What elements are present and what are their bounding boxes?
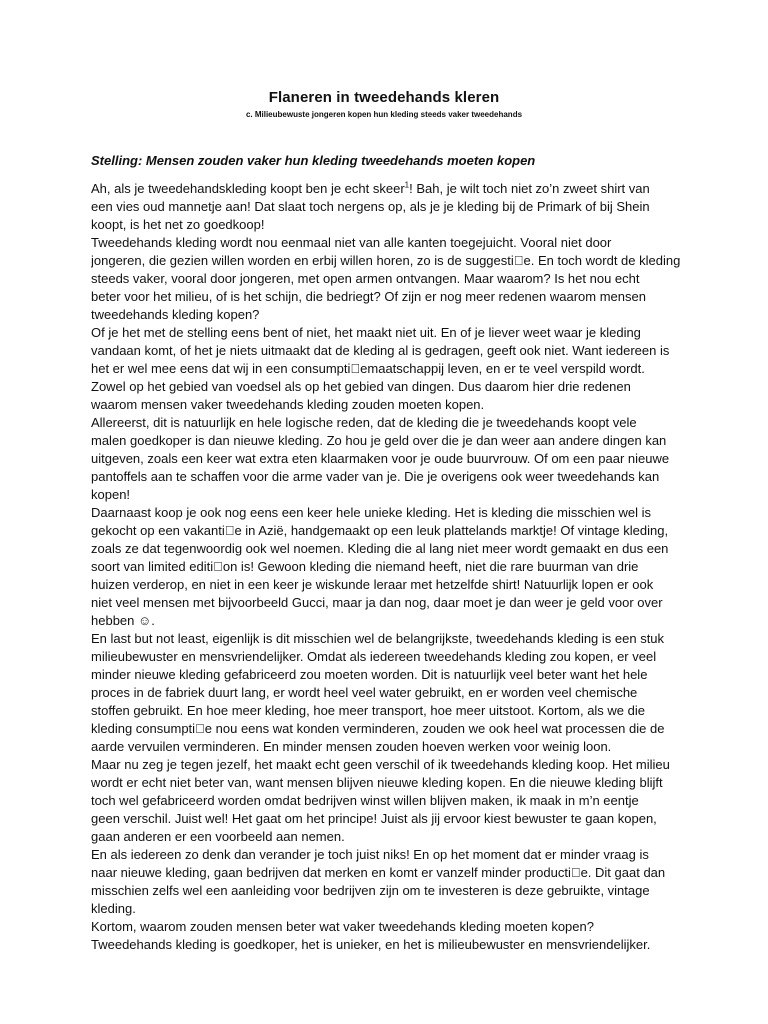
- body-line: steeds vaker, vooral door jongeren, met open armen ontvangen. Maar waarom? Is het nou echt: [91, 271, 640, 286]
- body-line: Tweedehands kleding is goedkoper, het is unieker, en het is milieubewuster en mensvriendelijker.: [91, 937, 651, 952]
- body-line: Allereerst, dit is natuurlijk en hele logische reden, dat de kleding die je tweedehands koopt vele: [91, 415, 637, 430]
- body-line: het er wel mee eens dat wij in een consumpti emaatschappij leven, en er te veel verspild wordt.: [91, 361, 645, 376]
- body-line: Of je het met de stelling eens bent of niet, het maakt niet uit. En of je liever weet waar je kleding: [91, 325, 641, 340]
- body-line: huizen verderop, en niet in een keer je wiskunde leraar met hetzelfde shirt! Natuurlijk lopen er ook: [91, 577, 654, 592]
- body-line: toch wel gefabriceerd worden omdat bedrijven winst willen blijven maken, ik maak in m’n eentje: [91, 793, 639, 808]
- body-line: waarom mensen vaker tweedehands kleding zouden moeten kopen.: [91, 397, 485, 412]
- body-line: niet veel mensen met bijvoorbeeld Gucci, maar ja dan nog, daar moet je dan weer je geld voor over: [91, 595, 663, 610]
- body-line: proces in de fabriek duurt lang, er wordt heel veel water gebruikt, en er worden veel chemische: [91, 685, 638, 700]
- body-line: stoffen gebruikt. En hoe meer kleding, hoe meer transport, hoe meer uitstoot. Kortom, als we die: [91, 703, 645, 718]
- body-line: pantoffels aan te schaffen voor die arme vader van je. Die je overigens ook weer tweedehands kan: [91, 469, 660, 484]
- body-line: Kortom, waarom zouden mensen beter wat vaker tweedehands kleding moeten kopen?: [91, 919, 594, 934]
- body-line: Tweedehands kleding wordt nou eenmaal niet van alle kanten toegejuicht. Vooral niet door: [91, 235, 612, 250]
- body-line: een vies oud mannetje aan! Dat slaat toch nergens op, als je je kleding bij de Primark of bij Shein: [91, 199, 650, 214]
- body-line: geen verschil. Juist wel! Het gaat om het principe! Juist als jij ervoor kiest bewuster te gaan kopen,: [91, 811, 657, 826]
- body-line: En last but not least, eigenlijk is dit misschien wel de belangrijkste, tweedehands kleding is een stuk: [91, 631, 665, 646]
- body-line: misschien zelfs wel een aanleiding voor bedrijven zijn om te investeren is deze gebruikte, vintage: [91, 883, 650, 898]
- body-line: minder nieuwe kleding gefabriceerd zou moeten worden. Dit is natuurlijk veel beter want het hele: [91, 667, 648, 682]
- body-line: malen goedkoper is dan nieuwe kleding. Zo hou je geld over die je dan weer aan andere dingen kan: [91, 433, 667, 448]
- page-title: Flaneren in tweedehands kleren: [268, 89, 500, 106]
- body-line: hebben ☺.: [91, 613, 155, 628]
- footnote-marker: 1: [404, 180, 410, 190]
- body-line-text: Ah, als je tweedehandskleding koopt ben je echt skeer: [91, 181, 405, 196]
- body-line: gaan anderen er een voorbeeld aan nemen.: [91, 829, 345, 844]
- body-line: naar nieuwe kleding, gaan bedrijven dat merken en komt er vanzelf minder producti e. Dit gaat dan: [91, 865, 666, 880]
- body-line: En als iedereen zo denk dan verander je toch juist niks! En op het moment dat er minder vraag is: [91, 847, 649, 862]
- body-line: uitgeven, zoals een keer wat extra eten klaarmaken voor je oude buurvrouw. Of om een paar nieuwe: [91, 451, 670, 466]
- body-line: Maar nu zeg je tegen jezelf, het maakt echt geen verschil of ik tweedehands kleding koop. Het milieu: [91, 757, 670, 772]
- body-line: tweedehands kleding kopen?: [91, 307, 260, 322]
- body-line: gekocht op een vakanti e in Azië, handgemaakt op een leuk plattelands marktje! Of vintage kleding,: [91, 523, 669, 538]
- body-line: kleding consumpti e nou eens wat konden verminderen, zouden we ook heel wat processen die de: [91, 721, 665, 736]
- essay-body: [91, 180, 691, 954]
- body-line: zoals ze dat tegenwoordig ook wel noemen. Kleding die al lang niet meer wordt gemaakt en dus een: [91, 541, 669, 556]
- body-line: aarde vervuilen verminderen. En minder mensen zouden hoeven werken voor weinig loon.: [91, 739, 612, 754]
- body-line: Daarnaast koop je ook nog eens een keer hele unieke kleding. Het is kleding die misschien wel is: [91, 505, 652, 520]
- body-line: Zowel op het gebied van voedsel als op het gebied van dingen. Dus daarom hier drie redenen: [91, 379, 631, 394]
- page-subtitle: c. Milieubewuste jongeren kopen hun kleding steeds vaker tweedehands: [245, 110, 523, 119]
- body-line: jongeren, die gezien willen worden en erbij willen horen, zo is de suggesti e. En toch wordt de kleding: [91, 253, 681, 268]
- body-line: kleding.: [91, 901, 136, 916]
- body-line-text: ! Bah, je wilt toch niet zo’n zweet shirt van: [409, 181, 650, 196]
- body-line: koopt, is het net zo goedkoop!: [91, 217, 265, 232]
- statement-heading: Stelling: Mensen zouden vaker hun kleding tweedehands moeten kopen: [91, 153, 536, 168]
- body-line: soort van limited editi on is! Gewoon kleding die niemand heeft, niet die rare buurman van drie: [91, 559, 639, 574]
- body-line: beter voor het milieu, of is het schijn, die bedriegt? Of zijn er nog meer redenen waarom mensen: [91, 289, 646, 304]
- body-line: [91, 180, 691, 198]
- body-line: vandaan komt, of het je niets uitmaakt dat de kleding al is gedragen, geeft ook niet. Want iedereen is: [91, 343, 670, 358]
- body-line: wordt er echt niet beter van, want mensen blijven nieuwe kleding kopen. En die nieuwe kleding blijft: [91, 775, 663, 790]
- body-line: kopen!: [91, 487, 131, 502]
- body-line: milieubewuster en mensvriendelijker. Omdat als iedereen tweedehands kleding zou kopen, er veel: [91, 649, 657, 664]
